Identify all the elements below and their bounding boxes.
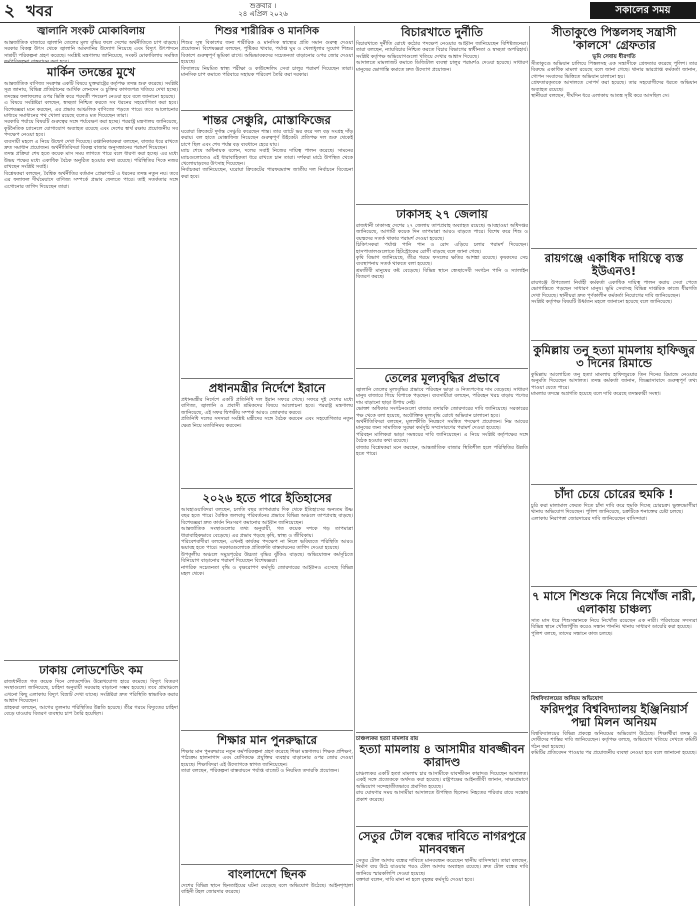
article-paragraph: দেশের বিভিন্ন স্থানে ছিনতাইয়ের ঘটনা বেড়েছে বলে অভিযোগ উঠেছে। আইনশৃঙ্খলা বাহিনী টহল জোরদার করেছে। bbox=[181, 883, 353, 896]
article-paragraph: সাত মাস ধরে শিশুসন্তানকে নিয়ে নিখোঁজ রয়েছেন এক নারী। পরিবারের সদস্যরা বিভিন্ন স্থানে খোঁজাখুঁজি করেও সন্ধান পাননি। থানায় সাধারণ ডায়েরি করা হয়েছে। bbox=[531, 618, 697, 631]
article-paragraph: সংশ্লিষ্ট কর্তৃপক্ষ বিষয়টি উর্ধ্বতন মহলে জানানো হয়েছে বলে জানিয়েছে। bbox=[531, 299, 673, 306]
article-paragraph: তারা বলছেন, পরিকল্পনা বাস্তবায়নে পর্যাপ্ত বাজেট ও নিয়মিত তদারকি প্রয়োজন। bbox=[181, 768, 340, 775]
article-body bbox=[181, 749, 353, 775]
article-paragraph: উপকূলীয় অঞ্চলে সমুদ্রপৃষ্ঠের উচ্চতা বৃদ্ধির ঝুঁকিও বাড়ছে। অভিযোজন কর্মসূচিতে বিনিয়োগ বাড়ানোর পরামর্শ দিয়েছেন বিশেষজ্ঞরা। bbox=[181, 551, 353, 565]
article[interactable] bbox=[4, 664, 178, 904]
article-paragraph: বিদ্যালয়ে নিয়মিত স্বাস্থ্য পরীক্ষা ও কাউন্সেলিং সেবা চালুর পরামর্শ দিয়েছেন তারা। মানসিক চাপ কমাতে পরিবারে সহায়ক পরিবেশ তৈরি করা দরকার। bbox=[181, 65, 353, 79]
article-paragraph: শিক্ষার মান পুনরুদ্ধারে নতুন কর্মপরিকল্পনা গ্রহণ করেছে শিক্ষা মন্ত্রণালয়। শিক্ষক প্রশিক্ষণ, পাঠ্যক্রম হালনাগাদ এবং শ্রেণিকক্ষে প্রযুক্তির ব্যবহার বাড়ানোর ওপর জোর দেওয়া হয়েছে। শিক্ষাবিদরা এই উদ্যোগকে স্বাগত জানিয়েছেন। bbox=[181, 749, 353, 768]
article[interactable] bbox=[356, 736, 528, 824]
article-headline[interactable]: বাংলাদেশে ছিনক bbox=[228, 867, 306, 881]
article-paragraph: এ বিষয়ে সংশ্লিষ্টরা বলছেন, স্বচ্ছতা নিশ্চিত করতে সব ধরনের সহযোগিতা করা হবে। বিশেষজ্ঞরা মনে করছেন, এর প্রভাব আঞ্চলিক বাণিজ্যে পড়তে পারে। তবে আলোচনার মাধ্যমে সমাধানের পথ খোলা রয়েছে বলেও মত দিয়েছেন তারা। bbox=[4, 100, 178, 120]
article-paragraph: চাঞ্চল্যকর একটি হত্যা মামলায় চার আসামীকে যাবজ্জীবন কারাদণ্ড দিয়েছেন আদালত। একই সঙ্গে প্রত্যেককে অর্থদণ্ড করা হয়েছে। রাষ্ট্রপক্ষের আইনজীবী জানান, সাক্ষ্যপ্রমাণে অভিযোগ সন্দেহাতীতভাবে প্রমাণিত হয়েছে। bbox=[356, 771, 528, 790]
article-paragraph: প্রধানমন্ত্রীর নির্দেশে একটি প্রতিনিধি দল ইরান সফরে গেছে। সফরে দুই দেশের মধ্যে বাণিজ্য, জ্বালানি ও প্রবাসী শ্রমিকদের বিষয়ে আলোচনা হবে। পররাষ্ট্র মন্ত্রণালয় জানিয়েছে, এই সফর দ্বিপক্ষীয় সম্পর্ক আরও জোরদার করবে। bbox=[181, 397, 353, 416]
article-paragraph: আদালতে মামলাজট কমাতে ডিজিটাল ব্যবস্থা চালুর পরামর্শও দেওয়া হয়েছে। সাধারণ মানুষের ভোগান্তি কমাতে দ্রুত উদ্যোগ প্রয়োজন। bbox=[356, 60, 528, 73]
article-headline[interactable]: জ্বালানি সংকট মোকাবিলায় bbox=[37, 26, 145, 37]
article-paragraph: বিশ্ববিদ্যালয়ের বিভিন্ন প্রকল্পে অনিয়মের অভিযোগ উঠেছে। শিক্ষার্থীরা তদন্ত ও দোষীদের শাস্তির দাবি জানিয়েছেন। কর্তৃপক্ষ বলছে, অভিযোগ খতিয়ে দেখতে কমিটি গঠন করা হয়েছে। bbox=[531, 731, 697, 750]
article-body bbox=[356, 41, 528, 73]
article-paragraph: প্রতিনিধি দলের সদস্যরা সংশ্লিষ্ট মন্ত্রীদের সঙ্গে বৈঠক করবেন এবং সহযোগিতার নতুন ক্ষেত্র নিয়ে মতবিনিময় করবেন। bbox=[181, 416, 353, 429]
article-body bbox=[356, 771, 528, 803]
article[interactable] bbox=[181, 382, 353, 486]
article-headline[interactable]: বিচারখাতে দুর্নীতি bbox=[401, 25, 483, 39]
article-paragraph: চুরি করা মালামাল ফেরত দিতে চাঁদা দাবি করে হুমকি দিচ্ছে চোরচক্র। ভুক্তভোগীরা থানায় অভিযোগ দিয়েছেন। পুলিশ জানিয়েছে, চক্রটিকে শনাক্তের চেষ্টা চলছে। bbox=[531, 503, 697, 516]
article-kicker: চাঞ্চল্যকর হত্যা মামলার রায় bbox=[356, 736, 419, 742]
article-body bbox=[181, 507, 353, 577]
article-body bbox=[531, 731, 697, 757]
article-paragraph: শ্রমজীবী মানুষের কষ্ট বেড়েছে। বিভিন্ন স্থানে স্বেচ্ছাসেবী সংগঠন পানি ও স্যালাইন বিতরণ করছে। bbox=[356, 267, 528, 281]
article-divider bbox=[356, 732, 528, 733]
article-paragraph: বাজার বিশ্লেষকরা মনে করছেন, আন্তর্জাতিক বাজার স্থিতিশীল হলে পরিস্থিতির উন্নতি হতে পারে। bbox=[356, 444, 528, 458]
article-body bbox=[531, 372, 697, 398]
article-headline[interactable]: ঢাকাসহ ২৭ জেলায় bbox=[396, 207, 488, 221]
article-body bbox=[181, 883, 353, 896]
article-divider bbox=[356, 826, 528, 827]
article-paragraph: নাগরিক সচেতনতা বৃদ্ধি ও বৃক্ষরোপণ কর্মসূচি জোরদারের আহ্বানও এসেছে বিভিন্ন মহল থেকে। bbox=[181, 564, 353, 578]
article-headline[interactable]: সেতুর টোল বন্ধের দাবিতে নাগরপুরে মানববন্ধন bbox=[358, 829, 526, 856]
article-paragraph: আন্তর্জাতিক বাজারে জ্বালানি তেলের মূল্য বৃদ্ধির ফলে দেশের অর্থনীতিতে চাপ বাড়ছে। সরকার বিকল্প উৎস থেকে জ্বালানি আমদানির উদ্যোগ নিয়েছে এবং বিদ্যুৎ উৎপাদনে সাশ্রয়ী পরিকল্পনা গ্রহণ করেছে। সংশ্লিষ্ট মন্ত্রণালয় জানিয়েছে, সংকট মোকাবিলায় সমন্বিত bbox=[4, 40, 178, 59]
article-body bbox=[356, 387, 528, 457]
article-body bbox=[4, 81, 178, 190]
article-paragraph: ভোক্তা অধিকার সংগঠনগুলো বাজার তদারকি জোরদারের দাবি জানিয়েছে। সরকারের পক্ষ থেকে বলা হয়েছে, অযৌক্তিক মূল্যবৃদ্ধি রোধে অভিযান চালানো হবে। bbox=[356, 406, 528, 419]
article-paragraph: আন্তর্জাতিক সংস্থাগুলোর তথ্য অনুযায়ী, গত কয়েক দশকে গড় তাপমাত্রা ধারাবাহিকভাবে বেড়েছে। এর প্রভাব পড়ছে কৃষি, স্বাস্থ্য ও জীবিকায়। bbox=[181, 526, 353, 539]
day-label: শুক্রবার । bbox=[249, 2, 277, 10]
article-paragraph: পরিবেশবাদীরা বলছেন, এখনই কার্যকর পদক্ষেপ না নিলে ভবিষ্যতে পরিস্থিতি আরও ভয়াবহ হতে পারে। সরকারগুলোকে প্রতিশ্রুতি বাস্তবায়নের তাগিদ দেওয়া হয়েছে। bbox=[181, 539, 353, 552]
article-paragraph: জ্বালানি তেলের মূল্যবৃদ্ধির প্রভাবে পরিবহন ভাড়া ও নিত্যপণ্যের দাম বেড়েছে। সাধারণ মানুষ বাজারে গিয়ে বিপাকে পড়ছেন। ব্যবসায়ীরা বলছেন, পরিবহন খরচ বাড়ায় পণ্যের দাম বাড়ানো ছাড়া উপায় নেই। bbox=[356, 387, 528, 406]
article-paragraph: রায়গঞ্জে উপজেলা নির্বাহী কর্মকর্তা একাধিক দায়িত্ব পালন করায় সেবা পেতে ভোগান্তিতে পড়ছেন সাধারণ মানুষ। ভূমি সেবাসহ বিভিন্ন দাপ্তরিক কাজে ধীরগতি দেখা দিয়েছে। স্থানীয়রা দ্রুত পূর্ণকালীন কর্মকর্তা নিয়োগের দাবি জানিয়েছেন। bbox=[531, 280, 697, 299]
article-headline[interactable]: শিশুর শারীরিক ও মানসিক bbox=[214, 26, 320, 37]
article-divider bbox=[531, 586, 697, 587]
article[interactable] bbox=[356, 830, 528, 906]
article-divider bbox=[531, 340, 697, 341]
article-paragraph: আবহাওয়াবিদরা বলছেন, চলতি বছর তাপমাত্রার দিক থেকে ইতিহাসের অন্যতম উষ্ণ বছর হতে পারে। বৈশ্বিক জলবায়ু পরিবর্তনের প্রভাবে বিভিন্ন অঞ্চলে তাপপ্রবাহ বাড়ছে। বিশেষজ্ঞরা দ্রুত কার্বন নিঃসরণ কমানোর আহ্বান জানিয়েছেন। bbox=[181, 507, 353, 526]
article-headline[interactable]: রায়গঞ্জে একাধিক দায়িত্বে ব্যস্ত ইউএনও! bbox=[544, 251, 684, 278]
article-body bbox=[531, 280, 697, 306]
article-divider bbox=[531, 248, 697, 249]
article-paragraph: কুমিল্লায় আলোচিত তনু হত্যা মামলায় হাফিজুরকে তিন দিনের রিমান্ডে নেওয়ার অনুমতি দিয়েছেন আদালত। তদন্ত কর্মকর্তা জানান, জিজ্ঞাসাবাদে গুরুত্বপূর্ণ তথ্য পাওয়া যেতে পারে। bbox=[531, 372, 697, 391]
article-paragraph: রাজধানী ঢাকাসহ দেশের ২৭ জেলায় তাপপ্রবাহ অব্যাহত রয়েছে। আবহাওয়া অধিদপ্তর জানিয়েছে, আগামী কয়েক দিন তাপমাত্রা আরও বাড়তে পারে। বিশেষ করে শিশু ও বয়স্কদের সতর্ক থাকার পরামর্শ দেওয়া হয়েছে। bbox=[356, 223, 528, 242]
article[interactable] bbox=[531, 26, 697, 246]
article[interactable] bbox=[4, 26, 178, 60]
article-body bbox=[181, 40, 353, 78]
article-headline[interactable]: ঢাকায় লোডশেডিং কম bbox=[39, 663, 143, 677]
article-body bbox=[531, 618, 697, 637]
article-paragraph: নির্বাচকরা জানিয়েছেন, ঘরোয়া ক্রিকেটের পারফরম্যান্স জাতীয় দল নির্বাচনে বিবেচনা করা হবে। bbox=[181, 167, 353, 180]
article-body bbox=[356, 858, 528, 884]
article-headline[interactable]: হত্যা মামলায় ৪ আসামীর যাবজ্জীবন কারাদণ্ড bbox=[359, 742, 525, 769]
article-divider bbox=[356, 204, 528, 205]
article[interactable] bbox=[531, 696, 697, 906]
article-divider bbox=[181, 488, 353, 489]
column-1 bbox=[4, 26, 178, 906]
article-divider bbox=[181, 110, 353, 111]
article-body bbox=[531, 61, 697, 99]
article-headline[interactable]: কুমিল্লায় তনু হত্যা মামলায় হাফিজুর ৩ দিনের রিমান্ডে bbox=[533, 343, 695, 370]
article-paragraph: কমিটির প্রতিবেদন পাওয়ার পর প্রয়োজনীয় ব্যবস্থা নেওয়া হবে বলে জানানো হয়েছে। bbox=[531, 750, 697, 757]
article-paragraph: সরকারি পর্যায়ে বিষয়টি গুরুত্বের সঙ্গে পর্যবেক্ষণ করা হচ্ছে। পররাষ্ট্র মন্ত্রণালয় জানিয়েছে, কূটনৈতিক চ্যানেলে যোগাযোগ অব্যাহত রয়েছে এবং দেশের স্বার্থ রক্ষায় প্রয়োজনীয় সব পদক্ষেপ নেওয়া হবে। bbox=[4, 119, 178, 139]
article-paragraph: সেতুর টোল আদায় বন্ধের দাবিতে মানববন্ধন করেছেন স্থানীয় বাসিন্দারা। তারা বলছেন, নির্মাণ ব্যয় উঠে যাওয়ার পরও টোল আদায় অব্যাহত রয়েছে। দ্রুত টোল বন্ধের দাবি জানিয়ে স্মারকলিপি দেওয়া হয়েছে। bbox=[356, 858, 528, 877]
article[interactable] bbox=[181, 868, 353, 906]
column-3 bbox=[356, 26, 528, 906]
masthead-rule bbox=[0, 22, 700, 23]
article-headline[interactable]: শান্তর সেঞ্চুরি, মোস্তাফিজের bbox=[203, 113, 331, 127]
article[interactable] bbox=[531, 590, 697, 690]
article[interactable] bbox=[531, 488, 697, 584]
article-divider bbox=[181, 378, 353, 379]
article-paragraph: বিচারখাতে দুর্নীতি রোধে কঠোর পদক্ষেপ নেওয়ার আহ্বান জানিয়েছেন বিশিষ্টজনেরা। তারা বলছেন, ন্যায়বিচার নিশ্চিত করতে বিচার বিভাগের স্বাধীনতা ও স্বচ্ছতা অপরিহার্য। সংশ্লিষ্ট কর্তৃপক্ষ অভিযোগগুলো খতিয়ে দেখার আশ্বাস দিয়েছে। bbox=[356, 41, 528, 60]
article-paragraph: আন্তর্জাতিক বাণিজ্য সংক্রান্ত একটি বিষয়ে যুক্তরাষ্ট্রের কর্তৃপক্ষ তদন্ত শুরু করেছে। সংশ্লিষ্ট সূত্র জানায়, বিভিন্ন প্রতিষ্ঠানের আর্থিক লেনদেন ও চুক্তির কাগজপত্র খতিয়ে দেখা হচ্ছে। তদন্তের ফলাফলের ওপর ভিত্তি করে পরবর্তী পদক্ষেপ নেওয়া হবে বলে জানানো হয়েছে। bbox=[4, 81, 178, 100]
article-body bbox=[531, 503, 697, 522]
article-body bbox=[181, 129, 353, 180]
article[interactable] bbox=[356, 26, 528, 202]
article-body bbox=[356, 223, 528, 281]
date-label: ২৪ এপ্রিল ২০২৬ bbox=[238, 10, 288, 18]
dateline bbox=[228, 2, 298, 18]
article-paragraph: রায় ঘোষণার সময় আসামীরা আদালতে উপস্থিত ছিলেন। নিহতের পরিবার রায়ে সন্তোষ প্রকাশ করেছে। bbox=[356, 790, 528, 803]
article-body bbox=[4, 679, 178, 717]
article-headline[interactable]: শিক্ষার মান পুনরুদ্ধারে bbox=[217, 733, 317, 747]
article-paragraph: রাজধানীতে গত কয়েক দিনে লোডশেডিং উল্লেখযোগ্য হারে কমেছে। বিদ্যুৎ বিতরণ সংস্থাগুলো জানিয়েছে, চাহিদা অনুযায়ী সরবরাহ বাড়ানো সম্ভব হয়েছে। তবে গ্রামাঞ্চলে এখনো কিছু এলাকায় বিদ্যুৎ বিভ্রাট দেখা যাচ্ছে। সংশ্লিষ্টরা দ্রুত পরিস্থিতি স্বাভাবিক করার আশ্বাস দিয়েছেন। bbox=[4, 679, 178, 705]
column-4 bbox=[531, 26, 697, 906]
article-paragraph: পুলিশ বলছে, তাদের সন্ধানে কাজ চলছে। bbox=[531, 630, 613, 637]
article-headline[interactable]: চাঁদা চেয়ে চোরের হুমকি ! bbox=[554, 487, 674, 501]
article-paragraph: অর্থনীতিবিদরা বলছেন, মূল্যস্ফীতি নিয়ন্ত্রণে সমন্বিত পদক্ষেপ প্রয়োজন। নিম্ন আয়ের মানুষের জন্য সামাজিক সুরক্ষা কর্মসূচি সম্প্রসারণের পরামর্শ দেওয়া হয়েছে। bbox=[356, 419, 528, 432]
article-paragraph: বিশ্লেষকরা বলছেন, বৈশ্বিক অর্থনীতির বর্তমান প্রেক্ষাপটে এ ধরনের তদন্ত নতুন নয়। তবে এর ফলাফল দীর্ঘমেয়াদে বাণিজ্য সম্পর্কে প্রভাব ফেলতে পারে। তাই সতর্কতার সঙ্গে এগোনোর তাগিদ দিয়েছেন তারা। bbox=[4, 170, 178, 190]
article-paragraph: ব্যবসায়ী মহলে এ নিয়ে উদ্বেগ দেখা দিয়েছে। রপ্তানিকারকরা বলছেন, বাজার ধরে রাখতে দ্রুত সমাধান প্রয়োজন। অর্থনীতিবিদরা বিকল্প বাজার অনুসন্ধানের পরামর্শ দিয়েছেন। bbox=[4, 138, 178, 152]
page-number: ২ bbox=[4, 1, 16, 21]
article-divider bbox=[4, 660, 178, 661]
article-paragraph: চিকিৎসকরা পর্যাপ্ত পানি পান ও রোদ এড়িয়ে চলার পরামর্শ দিয়েছেন। হাসপাতালগুলোতে হিটস্ট্রোকের রোগী বাড়ছে বলে জানা গেছে। bbox=[356, 242, 528, 255]
article-body bbox=[181, 397, 353, 429]
article-paragraph: সীতাকুণ্ডে অভিযান চালিয়ে পিস্তলসহ এক সন্ত্রাসীকে গ্রেফতার করেছে পুলিশ। তার বিরুদ্ধে একাধিক মামলা রয়েছে বলে জানা গেছে। থানার ভারপ্রাপ্ত কর্মকর্তা জানান, গোপন সংবাদের ভিত্তিতে অভিযান চালানো হয়। bbox=[531, 61, 697, 80]
article[interactable] bbox=[356, 372, 528, 730]
article-headline[interactable]: মার্কিন তদন্তের মুখে bbox=[46, 65, 136, 79]
article[interactable] bbox=[181, 492, 353, 728]
article-divider bbox=[531, 692, 697, 693]
article-divider bbox=[356, 368, 528, 369]
article-paragraph: মামলার তদন্তে অগ্রগতি হয়েছে বলে দাবি করেছে তদন্তকারী সংস্থা। bbox=[531, 391, 661, 398]
article[interactable] bbox=[531, 344, 697, 482]
article-paragraph: গ্রেফতারকৃতকে আদালতে সোপর্দ করা হয়েছে। তার সহযোগীদের ধরতে অভিযান অব্যাহত রয়েছে। bbox=[531, 80, 697, 93]
article-paragraph: বক্তারা বলেন, দাবি মানা না হলে বৃহত্তর কর্মসূচি দেওয়া হবে। bbox=[356, 877, 474, 884]
article-headline[interactable]: ৭ মাসে শিশুকে নিয়ে নিখোঁজ নারী, এলাকায় চাঞ্চল্য bbox=[532, 589, 696, 616]
article-paragraph: ম্যাচ শেষে অধিনায়ক বলেন, দলের সবাই নিজের দায়িত্ব পালন করেছে। সামনের ম্যাচগুলোতেও এই ধারাবাহিকতা ধরে রাখতে চান তারা। দর্শকরা মাঠে উপস্থিত থেকে খেলোয়াড়দের উৎসাহ দিয়েছেন। bbox=[181, 148, 353, 168]
column-divider bbox=[529, 26, 530, 906]
article-paragraph: ঘরোয়া ক্রিকেটে দুর্দান্ত সেঞ্চুরি করেছেন শান্ত। তার ব্যাটে ভর করে দল বড় সংগ্রহ দাঁড় করায়। বল হাতে মোস্তাফিজ নিয়েছেন গুরুত্বপূর্ণ উইকেট। প্রতিপক্ষ দল শুরু থেকেই চাপে ছিল এবং শেষ পর্যন্ত বড় ব্যবধানে হেরে যায়। bbox=[181, 129, 353, 148]
article-divider bbox=[181, 864, 353, 865]
article-headline[interactable]: ২০২৬ হতে পারে ইতিহাসের bbox=[202, 491, 332, 505]
article-paragraph: পরিবহন মালিকরা ভাড়া সমন্বয়ের দাবি জানিয়েছেন। এ নিয়ে সংশ্লিষ্ট কর্তৃপক্ষের সঙ্গে বৈঠক হওয়ার কথা রয়েছে। bbox=[356, 431, 528, 445]
section-name: খবর bbox=[26, 2, 53, 20]
article[interactable] bbox=[181, 26, 353, 108]
article-kicker: বিশ্ববিদ্যালয়ের অনিয়ম অভিযোগ bbox=[531, 696, 603, 702]
article-paragraph: এলাকায় নিরাপত্তা জোরদারের দাবি জানিয়েছেন বাসিন্দারা। bbox=[531, 515, 648, 522]
article-headline[interactable]: সীতাকুণ্ডে পিস্তলসহ সন্ত্রাসী 'কালসে' গ্রেফতার bbox=[551, 25, 677, 52]
article-paragraph: শিশুর সুস্থ বিকাশের জন্য শারীরিক ও মানসিক স্বাস্থ্যের প্রতি সমান গুরুত্ব দেওয়া প্রয়োজন। বিশেষজ্ঞরা বলছেন, পুষ্টিকর খাবার, পর্যাপ্ত ঘুম ও খেলাধুলার সুযোগ শিশুর বিকাশে গুরুত্বপূর্ণ ভূমিকা রাখে। অভিভাবকদের সচেতনতা বাড়ানোর ওপর জোর দেওয়া হয়েছে। bbox=[181, 40, 353, 66]
masthead bbox=[0, 0, 700, 22]
column-divider bbox=[354, 26, 355, 906]
article[interactable] bbox=[531, 252, 697, 338]
article-divider bbox=[4, 62, 178, 63]
article-paragraph: গ্রাহকরা বলছেন, আগের তুলনায় পরিস্থিতির উন্নতি হয়েছে। তীব্র গরমে বিদ্যুতের চাহিদা বেড়ে যাওয়ায় বিতরণ ব্যবস্থায় চাপ তৈরি হয়েছিল। bbox=[4, 704, 178, 718]
photo-caption: ভূমি সেবায় ধীরগতি bbox=[592, 54, 636, 60]
article-paragraph: তদন্ত প্রক্রিয়া শেষ হতে কয়েক মাস সময় লাগতে পারে বলে ধারণা করা হচ্ছে। এর মধ্যে উভয় পক্ষের মধ্যে একাধিক বৈঠক অনুষ্ঠিত হওয়ার কথা রয়েছে। পরিস্থিতির দিকে নজর রাখছেন সংশ্লিষ্ট সবাই। bbox=[4, 151, 178, 171]
article-divider bbox=[531, 484, 697, 485]
article-headline[interactable]: তেলের মূল্যবৃদ্ধির প্রভাবে bbox=[384, 371, 500, 385]
article-headline[interactable]: ফরিদপুর বিশ্ববিদ্যালয় ইঞ্জিনিয়ার্স পদ্মা মিলন অনিয়ম bbox=[540, 702, 688, 729]
column-2 bbox=[181, 26, 353, 906]
column-divider bbox=[179, 26, 180, 906]
article[interactable] bbox=[4, 66, 178, 656]
article-paragraph: স্থানীয়রা বলছেন, দীর্ঘদিন ধরে এলাকায় আতঙ্ক সৃষ্টি করে আসছিল সে। bbox=[531, 93, 670, 100]
article-divider bbox=[181, 730, 353, 731]
article-headline[interactable]: প্রধানমন্ত্রীর নির্দেশে ইরানে bbox=[208, 381, 326, 395]
article[interactable] bbox=[181, 734, 353, 862]
article[interactable] bbox=[181, 114, 353, 376]
newspaper-logo: সকালের সময় bbox=[590, 2, 696, 19]
article-paragraph: কৃষি বিভাগ জানিয়েছে, তীব্র গরমে ফসলের ক্ষতির আশঙ্কা রয়েছে। কৃষকদের সেচ ব্যবস্থাপনায় সতর্ক থাকতে বলা হয়েছে। bbox=[356, 255, 528, 268]
article[interactable] bbox=[356, 208, 528, 366]
